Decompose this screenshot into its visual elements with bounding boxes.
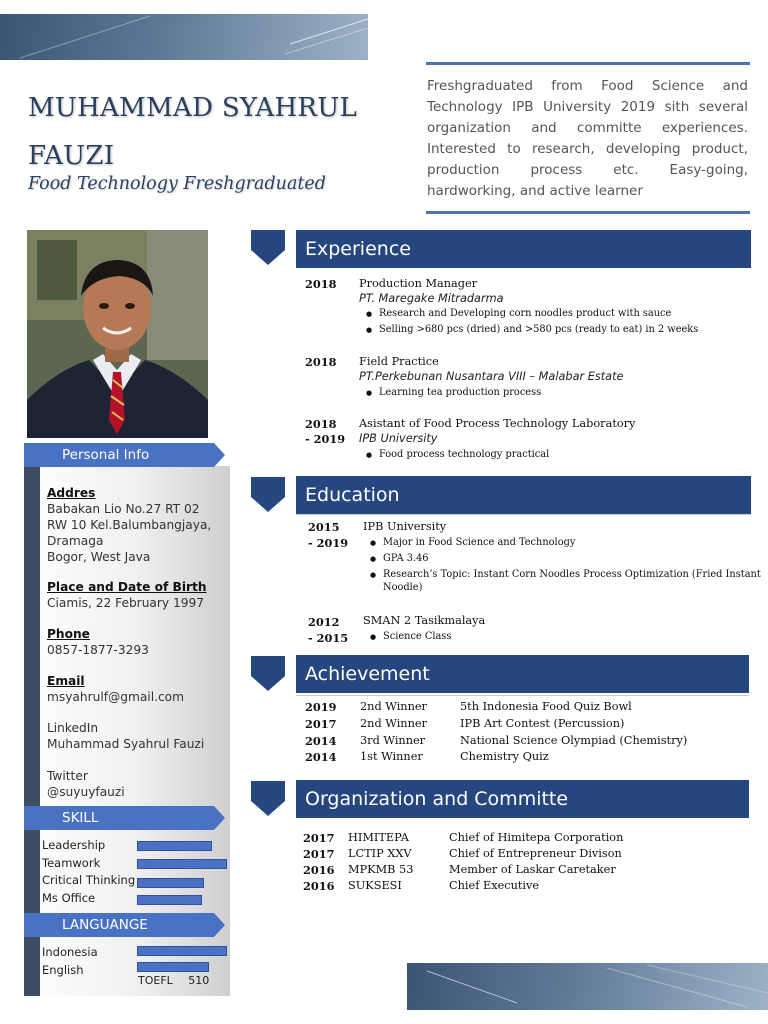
summary-line: Freshgraduated from Food Science and [427,78,748,94]
achievement-event: National Science Olympiad (Chemistry) [460,734,688,747]
skill-title: SKILL [62,810,99,826]
education-bullet: ● Science Class [383,630,451,644]
name-line-1: MUHAMMAD SYAHRUL [28,93,358,123]
skill-bar [137,841,212,851]
education-bullet-continuation: Noodle) [383,582,423,593]
birth-value: Ciamis, 22 February 1997 [47,596,204,610]
organization-role: Chief of Himitepa Corporation [449,831,624,844]
address-line: Babakan Lio No.27 RT 02 [47,502,200,516]
education-school: IPB University [363,520,447,533]
organization-year: 2016 [303,863,335,877]
twitter-block [47,768,227,800]
bookmark-icon [251,656,285,691]
email-label: Email [47,674,85,688]
bookmark-icon [251,781,285,816]
experience-role: Production Manager [359,277,478,290]
language-title: LANGUANGE [62,917,148,933]
experience-year-end: - 2019 [305,432,346,446]
summary-line: organization and committe experiences. [427,120,748,136]
organization-role: Chief Executive [449,879,540,892]
education-year: 2012 [308,615,340,629]
achievement-year: 2017 [305,717,337,731]
name-line-2: FAUZI [28,141,115,171]
profile-photo [27,230,208,438]
address-label: Addres [47,486,96,500]
education-school: SMAN 2 Tasikmalaya [363,614,486,627]
top-decorative-banner [0,14,368,60]
achievement-rank: 3rd Winner [360,734,426,747]
experience-year: 2018 [305,355,337,369]
birth-label: Place and Date of Birth [47,580,207,594]
achievement-underline [296,695,749,696]
bottom-decorative-banner [407,963,768,1010]
education-underline [296,514,751,515]
experience-bullet: ● Research and Developing corn noodles product with sauce [379,307,671,321]
address-line: Bogor, West Java [47,550,151,564]
organization-title: Organization and Committe [305,788,569,810]
skill-label: Critical Thinking [42,873,136,887]
phone-label: Phone [47,627,90,641]
toefl-value: 510 [188,974,210,987]
light-streak-graphic [0,14,368,60]
organization-name: SUKSESI [348,879,402,892]
language-bar [137,946,227,956]
bookmark-icon [251,477,285,512]
organization-role: Member of Laskar Caretaker [449,863,616,876]
language-bar [137,962,209,972]
experience-org: PT. Maregake Mitradarma [359,292,504,305]
skill-bar [137,859,227,869]
organization-name: HIMITEPA [348,831,409,844]
organization-year: 2017 [303,831,335,845]
achievement-rank: 2nd Winner [360,717,427,730]
experience-header [296,230,751,268]
organization-role: Chief of Entrepreneur Divison [449,847,622,860]
twitter-label: Twitter [47,769,88,783]
organization-year: 2017 [303,847,335,861]
skill-label: Ms Office [42,891,96,905]
experience-org: PT.Perkebunan Nusantara VIII – Malabar Estate [359,370,624,383]
phone-value: 0857-1877-3293 [47,643,149,657]
toefl-score [138,974,209,987]
summary-line: hardworking, and active learner [427,183,643,199]
linkedin-label: LinkedIn [47,721,99,735]
achievement-year: 2014 [305,750,337,764]
organization-year: 2016 [303,879,335,893]
address-line: RW 10 Kel.Balumbangjaya, [47,518,212,532]
language-label: Indonesia [42,945,98,959]
experience-year: 2018 [305,277,337,291]
birth-block [47,579,227,611]
achievement-header [296,655,749,693]
bookmark-icon [251,230,285,265]
summary-line: Technology IPB University 2019 sith several [427,99,748,115]
education-header [296,476,751,514]
summary-text [427,76,748,202]
phone-block [47,626,227,658]
resume-subtitle: Food Technology Freshgraduated [28,174,326,194]
skill-bar [137,895,202,905]
summary-line: production process etc. Easy-going, [427,162,748,178]
organization-name: MPKMB 53 [348,863,414,876]
skill-bar [137,878,204,888]
organization-name: LCTIP XXV [348,847,412,860]
achievement-event: IPB Art Contest (Percussion) [460,717,625,730]
summary-top-rule [426,62,750,65]
language-ribbon [24,913,214,937]
achievement-event: Chemistry Quiz [460,750,549,763]
language-label: English [42,963,84,977]
experience-bullet: ● Learning tea production process [379,386,541,400]
twitter-value[interactable]: @suyuyfauzi [47,785,125,799]
education-bullet: ● GPA 3.46 [383,552,429,566]
experience-role: Asistant of Food Process Technology Laboratory [359,417,636,430]
education-bullet: ● Major in Food Science and Technology [383,536,575,550]
achievement-year: 2019 [305,700,337,714]
address-line: Dramaga [47,534,104,548]
achievement-event: 5th Indonesia Food Quiz Bowl [460,700,632,713]
experience-bullet: ● Food process technology practical [379,448,549,462]
skill-label: Teamwork [42,856,101,870]
experience-org: IPB University [359,432,438,445]
summary-line: Interested to research, developing product, [427,141,748,157]
linkedin-value[interactable]: Muhammad Syahrul Fauzi [47,737,205,751]
organization-header [296,780,749,818]
achievement-rank: 1st Winner [360,750,423,763]
email-block [47,673,227,705]
experience-year: 2018 [305,417,337,431]
toefl-label: TOEFL [138,974,173,987]
personal-info-title: Personal Info [62,447,150,463]
personal-info-ribbon [24,443,214,467]
experience-title: Experience [305,238,411,260]
linkedin-block [47,720,227,752]
skill-ribbon [24,806,214,830]
skill-label: Leadership [42,838,106,852]
education-year: 2015 [308,520,340,534]
address-block [47,485,227,565]
experience-role: Field Practice [359,355,439,368]
education-title: Education [305,484,400,506]
resume-name [28,84,408,180]
email-value[interactable]: msyahrulf@gmail.com [47,690,184,704]
light-streak-graphic [407,963,768,1010]
achievement-year: 2014 [305,734,337,748]
summary-bottom-rule [426,211,750,214]
education-bullet: ● Research’s Topic: Instant Corn Noodles Process Optimization (Fried Instant [383,568,761,582]
experience-bullet: ● Selling >680 pcs (dried) and >580 pcs (ready to eat) in 2 weeks [379,323,698,337]
achievement-rank: 2nd Winner [360,700,427,713]
achievement-title: Achievement [305,663,430,685]
education-year-end: - 2015 [308,631,349,645]
education-year-end: - 2019 [308,536,349,550]
